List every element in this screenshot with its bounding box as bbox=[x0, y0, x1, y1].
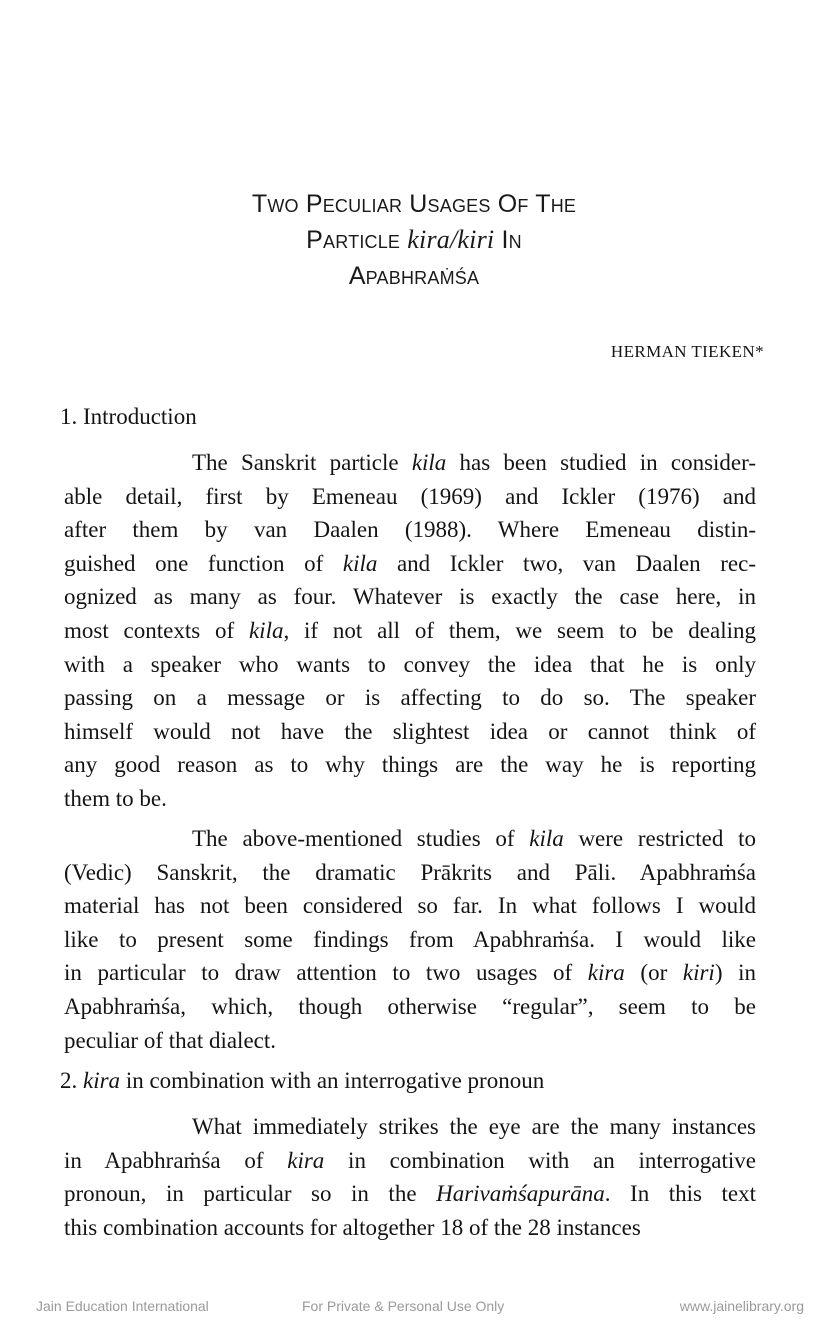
title-line-2-post: In bbox=[494, 226, 522, 254]
section-2-title: in combination with an interrogative pronoun bbox=[120, 1068, 545, 1093]
paper-title bbox=[0, 186, 828, 294]
text-line bbox=[64, 923, 756, 957]
section-heading-kira-interrogative bbox=[60, 1066, 544, 1096]
text-run: and Ickler two, van Daalen rec- bbox=[377, 550, 756, 576]
text-run: this combination accounts for altogether 18 of the 28 instances bbox=[64, 1214, 641, 1240]
text-run: guished one function of bbox=[64, 550, 343, 576]
text-line bbox=[64, 748, 756, 782]
text-run: has been studied in consider- bbox=[446, 450, 756, 475]
text-line bbox=[64, 446, 756, 480]
text-run: The above-mentioned studies of bbox=[192, 826, 530, 851]
text-run: in combination with an interrogative bbox=[324, 1147, 756, 1173]
text-run: himself would not have the slightest idea or cannot think of bbox=[64, 718, 756, 744]
text-line bbox=[64, 547, 756, 581]
paragraph-2 bbox=[64, 822, 756, 1057]
text-line bbox=[64, 1211, 756, 1245]
text-line bbox=[64, 1110, 756, 1144]
text-run: What immediately strikes the eye are the many instances bbox=[192, 1114, 756, 1139]
text-line bbox=[64, 822, 756, 856]
footer-left-text: Jain Education International bbox=[36, 1298, 209, 1314]
text-line bbox=[64, 1144, 756, 1178]
text-run: (or bbox=[624, 960, 683, 986]
text-run: (Vedic) Sanskrit, the dramatic Prākrits and Pāli. Apabhraṁśa bbox=[64, 859, 756, 885]
text-line bbox=[64, 990, 756, 1024]
title-line-2 bbox=[0, 222, 828, 258]
text-run: material has not been considered so far. In what follows I would bbox=[64, 893, 756, 919]
italic-term: kira bbox=[287, 1147, 325, 1173]
text-run: The Sanskrit particle bbox=[192, 450, 412, 475]
title-particle: kira/kiri bbox=[407, 225, 495, 254]
text-line bbox=[64, 513, 756, 547]
text-run: ognized as many as four. Whatever is exactly the case here, in bbox=[64, 584, 756, 610]
footer-right-link[interactable]: www.jainelibrary.org bbox=[679, 1298, 804, 1314]
text-line bbox=[64, 856, 756, 890]
text-line bbox=[64, 614, 756, 648]
section-heading-introduction: 1. Introduction bbox=[60, 404, 197, 429]
section-2-number: 2. bbox=[60, 1068, 83, 1093]
section-2-particle: kira bbox=[83, 1068, 121, 1093]
italic-term: Harivaṁśapurāna bbox=[436, 1181, 605, 1207]
text-run: ) in bbox=[714, 960, 756, 986]
text-run: peculiar of that dialect. bbox=[64, 1027, 277, 1053]
text-run: Apabhraṁśa, which, though otherwise “regular”, seem to be bbox=[64, 993, 756, 1019]
text-run: with a speaker who wants to convey the idea that he is only bbox=[64, 651, 756, 677]
italic-term: kila bbox=[248, 617, 284, 643]
text-run: in Apabhraṁśa of bbox=[64, 1147, 288, 1173]
author-name: HERMAN TIEKEN* bbox=[610, 342, 764, 361]
italic-term: kila bbox=[342, 550, 378, 576]
text-run: any good reason as to why things are the way he is reporting bbox=[64, 752, 756, 778]
text-line bbox=[64, 681, 756, 715]
text-run: , if not all of them, we seem to be dealing bbox=[283, 617, 756, 643]
text-line bbox=[64, 648, 756, 682]
paragraph-1 bbox=[64, 446, 756, 816]
italic-term: kira bbox=[587, 960, 625, 986]
italic-term: kila bbox=[529, 826, 564, 851]
title-line-1: Two Peculiar Usages Of The bbox=[251, 190, 577, 218]
paragraph-3 bbox=[64, 1110, 756, 1244]
text-line bbox=[64, 580, 756, 614]
text-run: them to be. bbox=[64, 785, 167, 811]
text-line bbox=[64, 1024, 756, 1058]
text-line bbox=[64, 480, 756, 514]
text-run: able detail, first by Emeneau (1969) and Ickler (1976) and bbox=[64, 483, 756, 509]
text-run: passing on a message or is affecting to do so. The speaker bbox=[64, 685, 756, 711]
italic-term: kiri bbox=[682, 960, 715, 986]
text-line bbox=[64, 715, 756, 749]
title-line-2-pre: Particle bbox=[306, 226, 408, 254]
footer-center-text: For Private & Personal Use Only bbox=[302, 1298, 505, 1314]
italic-term: kila bbox=[411, 450, 447, 475]
text-run: pronoun, in particular so in the bbox=[64, 1181, 437, 1207]
title-line-3: Apabhraṁśa bbox=[348, 262, 480, 290]
text-run: most contexts of bbox=[64, 617, 249, 643]
text-run: were restricted to bbox=[563, 826, 756, 851]
text-run: . In this text bbox=[604, 1181, 756, 1207]
text-run: after them by van Daalen (1988). Where Emeneau distin- bbox=[64, 517, 756, 543]
text-run: like to present some findings from Apabhraṁśa. I would like bbox=[64, 926, 756, 952]
text-line bbox=[64, 889, 756, 923]
page-footer bbox=[0, 1298, 828, 1318]
text-line bbox=[64, 956, 756, 990]
text-run: in particular to draw attention to two usages of bbox=[64, 960, 588, 986]
text-line bbox=[64, 782, 756, 816]
text-line bbox=[64, 1177, 756, 1211]
